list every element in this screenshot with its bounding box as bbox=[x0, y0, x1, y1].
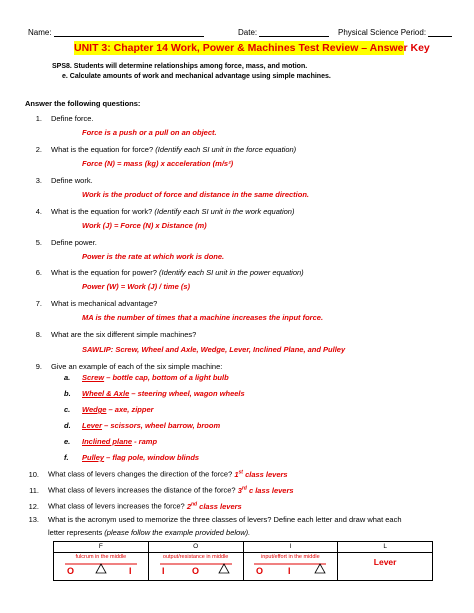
header-o: O bbox=[148, 542, 243, 553]
question-13-line-2: letter represents (please follow the example provided below). bbox=[48, 528, 251, 537]
answer-4: Work (J) = Force (N) x Distance (m) bbox=[82, 221, 207, 230]
question-6: 6. What is the equation for power? (Identify each SI unit in the power equation) bbox=[35, 268, 304, 277]
question-11: 11. What class of levers increases the distance of the force? 3rd c lass levers bbox=[29, 485, 294, 495]
question-5: 5. Define power. bbox=[35, 238, 97, 247]
cell-output-caption: output/resistance in middle bbox=[162, 554, 229, 560]
instructions: Answer the following questions: bbox=[25, 99, 141, 108]
label-left-output: O bbox=[256, 566, 264, 576]
answer-2: Force (N) = mass (kg) x acceleration (m/s²) bbox=[82, 159, 234, 168]
cell-input-caption: input/effort in the middle bbox=[261, 554, 320, 560]
question-3: 3. Define work. bbox=[35, 176, 93, 185]
question-9: 9. Give an example of each of the six simple machine: bbox=[35, 362, 223, 371]
standard-line-2: e. Calculate amounts of work and mechanical advantage using simple machines. bbox=[62, 73, 331, 80]
question-7: 7. What is mechanical advantage? bbox=[35, 299, 158, 308]
cell-fulcrum-caption: fulcrum in the middle bbox=[75, 554, 127, 560]
period-field[interactable] bbox=[338, 28, 452, 37]
label-left-input: I bbox=[161, 566, 165, 576]
header-i: I bbox=[243, 542, 338, 553]
period-underline bbox=[428, 28, 452, 37]
date-label: Date: bbox=[238, 28, 258, 37]
answer-3: Work is the product of force and distance in the same direction. bbox=[82, 190, 309, 199]
cell-fulcrum bbox=[54, 553, 149, 581]
second-class-lever-diagram bbox=[156, 561, 236, 576]
answer-7: MA is the number of times that a machine increases the input force. bbox=[82, 313, 324, 322]
question-1: 1. Define force. bbox=[35, 114, 94, 123]
lever-table bbox=[53, 541, 433, 581]
answer-5: Power is the rate at which work is done. bbox=[82, 252, 225, 261]
cell-input bbox=[243, 553, 338, 581]
third-class-lever-diagram bbox=[250, 561, 330, 576]
label-middle-input: I bbox=[288, 566, 291, 576]
simple-machine-d: d. Lever – scissors, wheel barrow, broom bbox=[64, 421, 221, 430]
answer-6: Power (W) = Work (J) / time (s) bbox=[82, 282, 190, 291]
period-label: Physical Science Period: bbox=[338, 28, 427, 37]
label-left-output: O bbox=[66, 566, 74, 576]
simple-machine-e: e. Inclined plane - ramp bbox=[64, 437, 158, 446]
cell-lever bbox=[338, 553, 433, 581]
lever-table-header-row bbox=[54, 542, 433, 553]
simple-machine-b: b. Wheel & Axle – steering wheel, wagon wheels bbox=[64, 389, 245, 398]
answer-1: Force is a push or a pull on an object. bbox=[82, 128, 217, 137]
lever-word: Lever bbox=[373, 557, 397, 567]
header bbox=[28, 28, 454, 40]
question-4: 4. What is the equation for work? (Identify each SI unit in the work equation) bbox=[35, 207, 295, 216]
answer-8: SAWLIP: Screw, Wheel and Axle, Wedge, Lever, Inclined Plane, and Pulley bbox=[82, 345, 346, 354]
simple-machine-a: a. Screw – bottle cap, bottom of a light bulb bbox=[64, 373, 229, 382]
header-f: F bbox=[54, 542, 149, 553]
name-label: Name: bbox=[28, 28, 52, 37]
lever-table-row bbox=[54, 553, 433, 581]
label-middle-output: O bbox=[191, 566, 199, 576]
cell-output bbox=[148, 553, 243, 581]
standard-line-1: SPS8. Students will determine relationships among force, mass, and motion. bbox=[52, 63, 308, 70]
question-12: 12. What class of levers increases the force? 2nd class levers bbox=[28, 501, 242, 511]
question-13: 13. What is the acronym used to memorize the three classes of levers? Define each letter and draw what each bbox=[28, 515, 402, 524]
header-l: L bbox=[338, 542, 433, 553]
simple-machine-c: c. Wedge – axe, zipper bbox=[64, 405, 154, 414]
label-right-input: I bbox=[128, 566, 132, 576]
name-underline bbox=[54, 28, 204, 37]
question-2: 2. What is the equation for force? (Identify each SI unit in the force equation) bbox=[35, 145, 297, 154]
first-class-lever-diagram bbox=[61, 561, 141, 576]
question-8: 8. What are the six different simple machines? bbox=[35, 330, 197, 339]
date-field[interactable] bbox=[238, 28, 329, 37]
simple-machine-f: f. Pulley – flag pole, window blinds bbox=[64, 453, 200, 462]
name-field[interactable] bbox=[28, 28, 204, 37]
page-title: UNIT 3: Chapter 14 Work, Power & Machines Test Review – Answer Key bbox=[74, 42, 430, 54]
question-10: 10. What class of levers changes the direction of the force? 1st class levers bbox=[28, 469, 288, 479]
date-underline bbox=[259, 28, 329, 37]
